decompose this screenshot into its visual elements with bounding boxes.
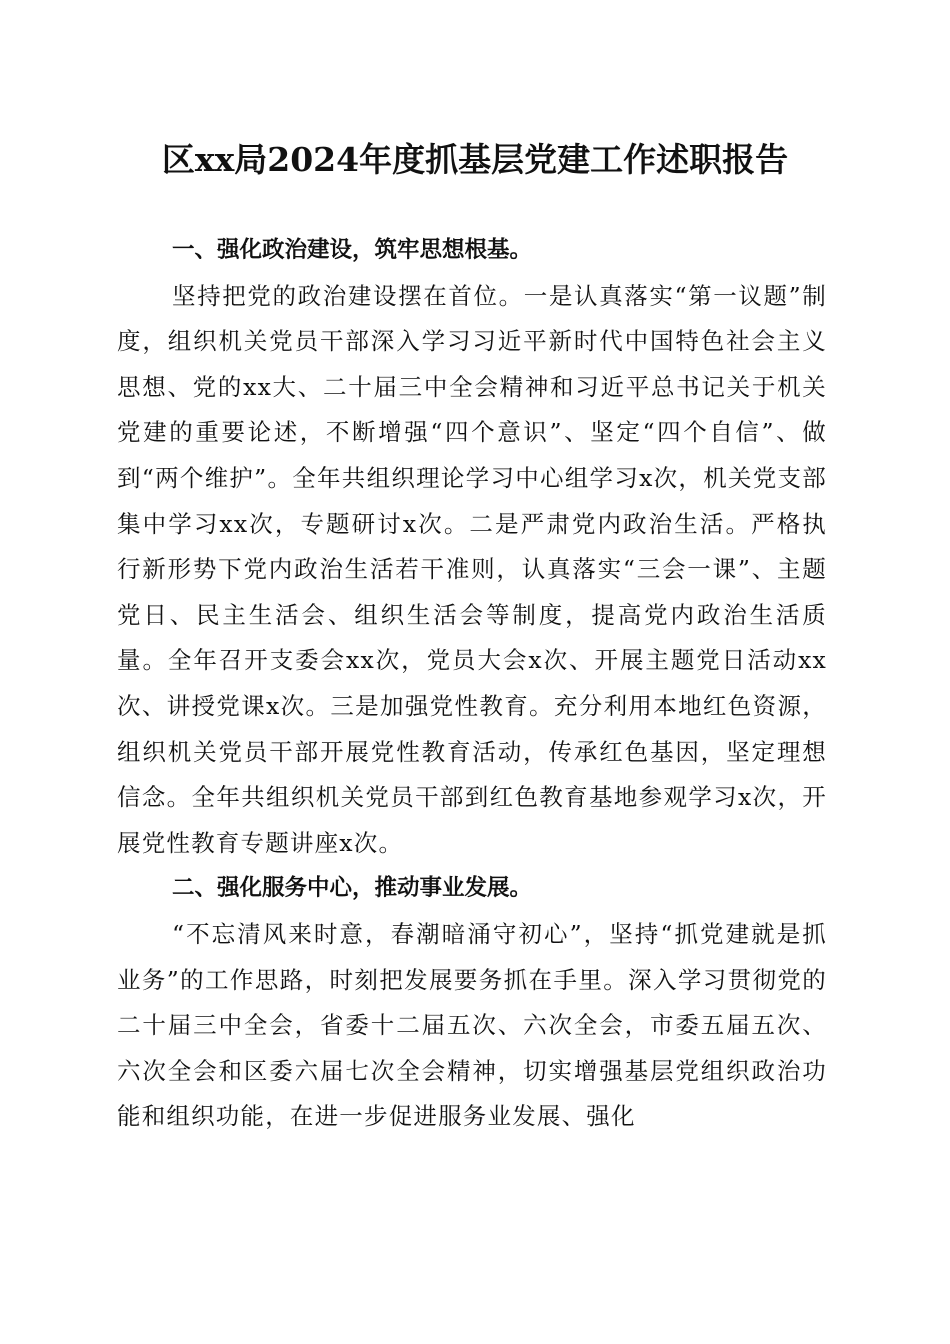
section-heading-1: 一、强化政治建设，筑牢思想根基。 xyxy=(172,237,533,263)
document-title: 区xx局2024年度抓基层党建工作述职报告 xyxy=(161,140,789,179)
section-paragraph-1: 坚持把党的政治建设摆在首位。一是认真落实“第一议题”制度，组织机关党员干部深入学习习近平新时代中国特色社会主义思想、党的xx大、二十届三中全会精神和习近平总书记关于机关党建的重要论述，不断增强“四个意识”、坚定“四个自信”、做到“两个维护”。全年共组织理论学习中心组学习x次，机关党支部集中学习xx次，专题研讨x次。二是严肃党内政治生活。严格执行新形势下党内政治生活若干准则，认真落实“三会一课”、主题党日、民主生活会、组织生活会等制度，提高党内政治生活质量。全年召开支委会xx次，党员大会x次、开展主题党日活动xx次、讲授党课x次。三是加强党性教育。充分利用本地红色资源，组织机关党员干部开展党性教育活动，传承红色基因，坚定理想信念。全年共组织机关党员干部到红色教育基地参观学习x次，开展党性教育专题讲座x次。 xyxy=(117,281,827,857)
section-paragraph-2: “不忘清风来时意，春潮暗涌守初心”，坚持“抓党建就是抓业务”的工作思路，时刻把发展要务抓在手里。深入学习贯彻党的二十届三中全会，省委十二届五次、六次全会，市委五届五次、六次全会和区委六届七次全会精神，切实增强基层党组织政治功能和组织功能，在进一步促进服务业发展、强化 xyxy=(117,919,827,1131)
document-body xyxy=(117,228,827,1140)
section-heading-2: 二、强化服务中心，推动事业发展。 xyxy=(172,875,533,902)
